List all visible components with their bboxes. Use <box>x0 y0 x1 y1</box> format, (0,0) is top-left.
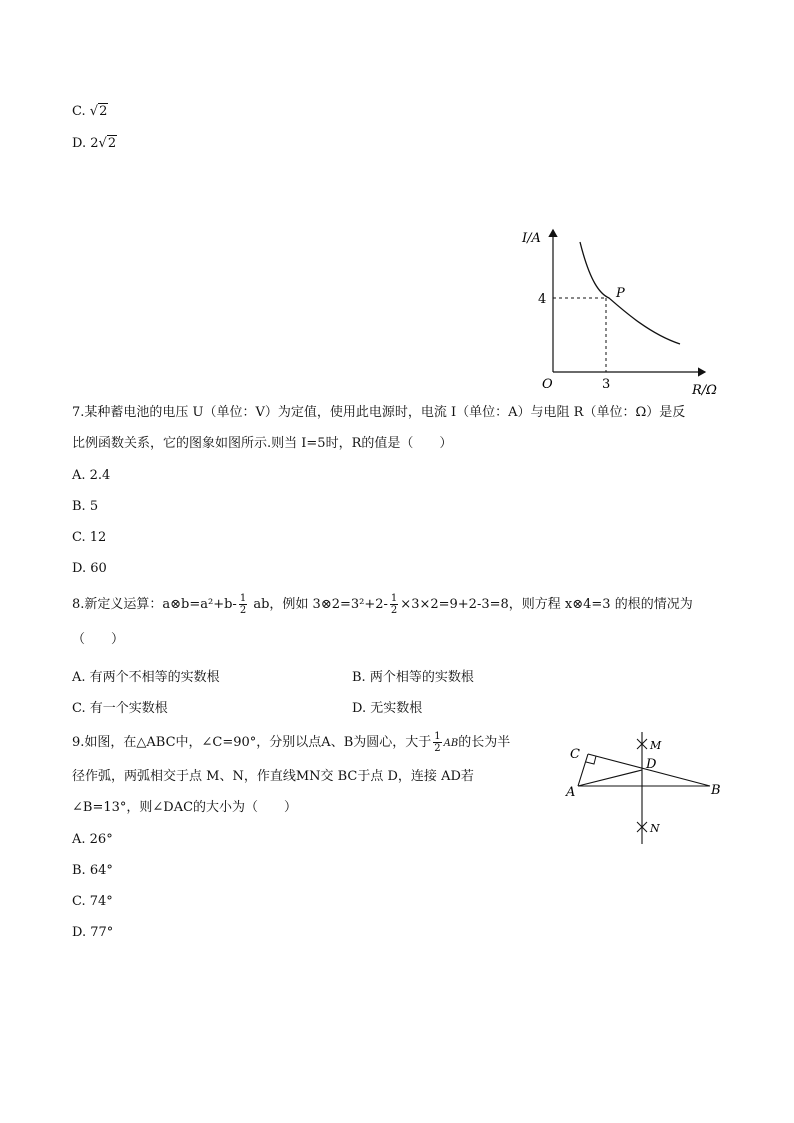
question-9-option-b: B. 64° <box>72 863 113 878</box>
vertex-label-a: A <box>566 785 576 800</box>
question-7-option-c: C. 12 <box>72 530 107 545</box>
prev-option-c <box>72 104 108 119</box>
option-label: D. <box>72 136 87 151</box>
segment-ad <box>578 770 642 786</box>
vertex-label-b: B <box>711 783 721 798</box>
sqrt-expression: √2 <box>98 136 117 151</box>
origin-label: O <box>542 377 553 392</box>
question-9-option-a: A. 26° <box>72 832 113 847</box>
prev-option-d <box>72 136 117 151</box>
question-9-text-b: 的长为半 <box>458 735 511 750</box>
point-label-n: N <box>650 822 660 835</box>
y-axis-label: I/A <box>522 231 541 246</box>
question-7-option-d: D. 60 <box>72 561 107 576</box>
question-8-line-2: （ ） <box>72 632 125 647</box>
fraction-denominator: 2 <box>239 605 247 616</box>
fraction-half <box>390 593 398 616</box>
question-8-text-a: 8.新定义运算：a⊗b=a²+b- <box>72 597 237 612</box>
fraction-half <box>239 593 247 616</box>
point-label-m: M <box>650 739 662 752</box>
radicand: 2 <box>107 136 117 151</box>
question-8-option-a: A. 有两个不相等的实数根 <box>72 670 220 685</box>
fraction-denominator: 2 <box>390 605 398 616</box>
coefficient: 2 <box>90 136 99 151</box>
question-7-line-2: 比例函数关系，它的图象如图所示.则当 I=5时，R的值是（ ） <box>72 436 453 451</box>
fraction-numerator: 1 <box>239 593 247 604</box>
question-8-option-d: D. 无实数根 <box>352 701 423 716</box>
radicand: 2 <box>99 104 108 119</box>
question-9-line-1 <box>72 730 510 757</box>
question-9-option-d: D. 77° <box>72 925 114 940</box>
hyperbola-curve <box>580 242 680 344</box>
inverse-proportion-graph <box>510 222 730 397</box>
fraction-denominator: 2 <box>434 743 441 754</box>
y-tick-label: 4 <box>538 292 547 307</box>
triangle-construction-figure <box>560 728 730 848</box>
question-9-line-2: 径作弧，两弧相交于点 M、N，作直线MN交 BC于点 D，连接 AD若 <box>72 769 474 784</box>
question-8-option-b: B. 两个相等的实数根 <box>352 670 474 685</box>
question-9-line-3: ∠B=13°，则∠DAC的大小为（ ） <box>72 800 298 815</box>
question-9-text-a: 9.如图，在△ABC中，∠C=90°，分别以点A、B为圆心，大于 <box>72 735 432 750</box>
fraction-numerator: 1 <box>390 593 398 604</box>
question-7-option-a: A. 2.4 <box>72 468 111 483</box>
option-label: C. <box>72 104 86 119</box>
vertex-label-c: C <box>570 747 580 762</box>
question-8-option-c: C. 有一个实数根 <box>72 701 168 716</box>
fraction-numerator: 1 <box>434 731 441 742</box>
x-axis-label: R/Ω <box>692 383 717 397</box>
question-8-text-c: ×3×2=9+2-3=8，则方程 x⊗4=3 的根的情况为 <box>400 597 693 612</box>
segment-ab: AB <box>443 738 459 749</box>
sqrt-expression: √2 <box>89 104 108 119</box>
x-tick-label: 3 <box>602 377 611 392</box>
point-label-d: D <box>646 757 657 772</box>
fraction-half <box>433 731 441 754</box>
question-7-line-1: 7.某种蓄电池的电压 U（单位：V）为定值，使用此电源时，电流 I（单位：A）与电阻 R（单位：Ω）是反 <box>72 405 686 420</box>
point-label: P <box>616 286 625 301</box>
question-9-option-c: C. 74° <box>72 894 113 909</box>
question-8-line-1 <box>72 592 693 618</box>
question-8-text-b: ab，例如 3⊗2=3²+2- <box>249 597 388 612</box>
question-7-option-b: B. 5 <box>72 499 99 514</box>
